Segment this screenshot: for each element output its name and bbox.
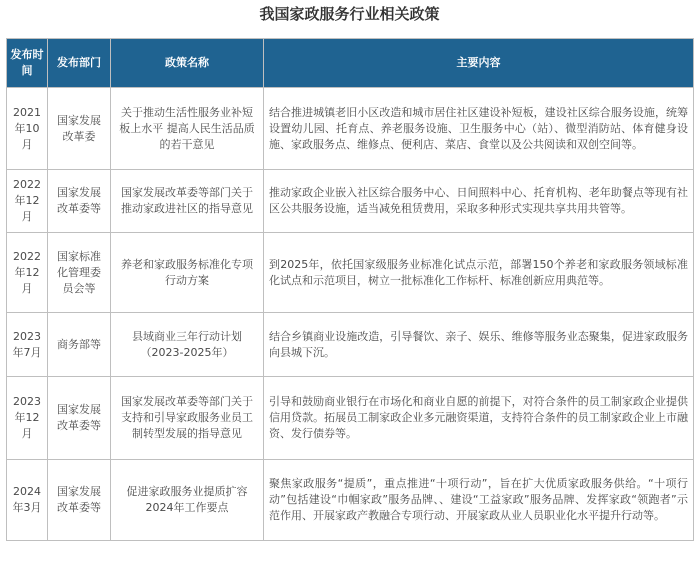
cell-content: 推动家政企业嵌入社区综合服务中心、日间照料中心、托育机构、老年助餐点等现有社区公共服务设施，适当减免租赁费用，采取多种形式实现共享共用共管等。 (264, 170, 694, 233)
cell-date: 2023年7月 (7, 313, 48, 377)
table-header-row (7, 39, 694, 88)
cell-content: 结合推进城镇老旧小区改造和城市居住社区建设补短板，建设社区综合服务设施，统筹设置幼儿园、托育点、养老服务设施、卫生服务中心（站）、微型消防站、体育健身设施、家政服务点、维修点、便利店、菜店、食堂以及公共阅读和双创空间等。 (264, 88, 694, 170)
cell-dept: 商务部等 (48, 313, 111, 377)
page-title: 我国家政服务行业相关政策 (259, 5, 440, 23)
cell-policy-name: 县域商业三年行动计划（2023-2025年） (111, 313, 264, 377)
cell-content: 结合乡镇商业设施改造，引导餐饮、亲子、娱乐、维修等服务业态聚集，促进家政服务向县城下沉。 (264, 313, 694, 377)
cell-date: 2022年12月 (7, 233, 48, 313)
table-row (7, 170, 694, 233)
cell-dept: 国家发展改革委等 (48, 377, 111, 460)
table-row (7, 88, 694, 170)
cell-policy-name: 国家发展改革委等部门关于支持和引导家政服务业员工制转型发展的指导意见 (111, 377, 264, 460)
cell-content: 引导和鼓励商业银行在市场化和商业自愿的前提下，对符合条件的员工制家政企业提供信用贷款。拓展员工制家政企业多元融资渠道，支持符合条件的员工制家政企业上市融资、发行债券等。 (264, 377, 694, 460)
cell-dept: 国家发展改革委 (48, 88, 111, 170)
cell-date: 2024年3月 (7, 460, 48, 541)
cell-content: 到2025年，依托国家级服务业标准化试点示范，部署150个养老和家政服务领域标准化试点和示范项目，树立一批标准化工作标杆、标准创新应用典范等。 (264, 233, 694, 313)
cell-dept: 国家标准化管理委员会等 (48, 233, 111, 313)
cell-dept: 国家发展改革委等 (48, 170, 111, 233)
cell-content: 聚焦家政服务“提质”，重点推进“十项行动”，旨在扩大优质家政服务供给。“十项行动”包括建设“巾帼家政”服务品牌、、建设“工益家政”服务品牌、发挥家政“领跑者”示范作用、开展家政产教融合专项行动、开展家政从业人员职业化水平提升行动等。 (264, 460, 694, 541)
header-date: 发布时间 (7, 39, 48, 88)
header-content: 主要内容 (264, 39, 694, 88)
header-name: 政策名称 (111, 39, 264, 88)
cell-date: 2023年12月 (7, 377, 48, 460)
cell-date: 2022年12月 (7, 170, 48, 233)
table-row (7, 313, 694, 377)
cell-date: 2021年10月 (7, 88, 48, 170)
table-row (7, 233, 694, 313)
cell-policy-name: 关于推动生活性服务业补短板上水平 提高人民生活品质的若干意见 (111, 88, 264, 170)
table-row (7, 377, 694, 460)
cell-policy-name: 养老和家政服务标准化专项行动方案 (111, 233, 264, 313)
header-dept: 发布部门 (48, 39, 111, 88)
cell-policy-name: 国家发展改革委等部门关于推动家政进社区的指导意见 (111, 170, 264, 233)
table-row (7, 460, 694, 541)
cell-dept: 国家发展改革委等 (48, 460, 111, 541)
policy-table (6, 38, 694, 541)
cell-policy-name: 促进家政服务业提质扩容2024年工作要点 (111, 460, 264, 541)
